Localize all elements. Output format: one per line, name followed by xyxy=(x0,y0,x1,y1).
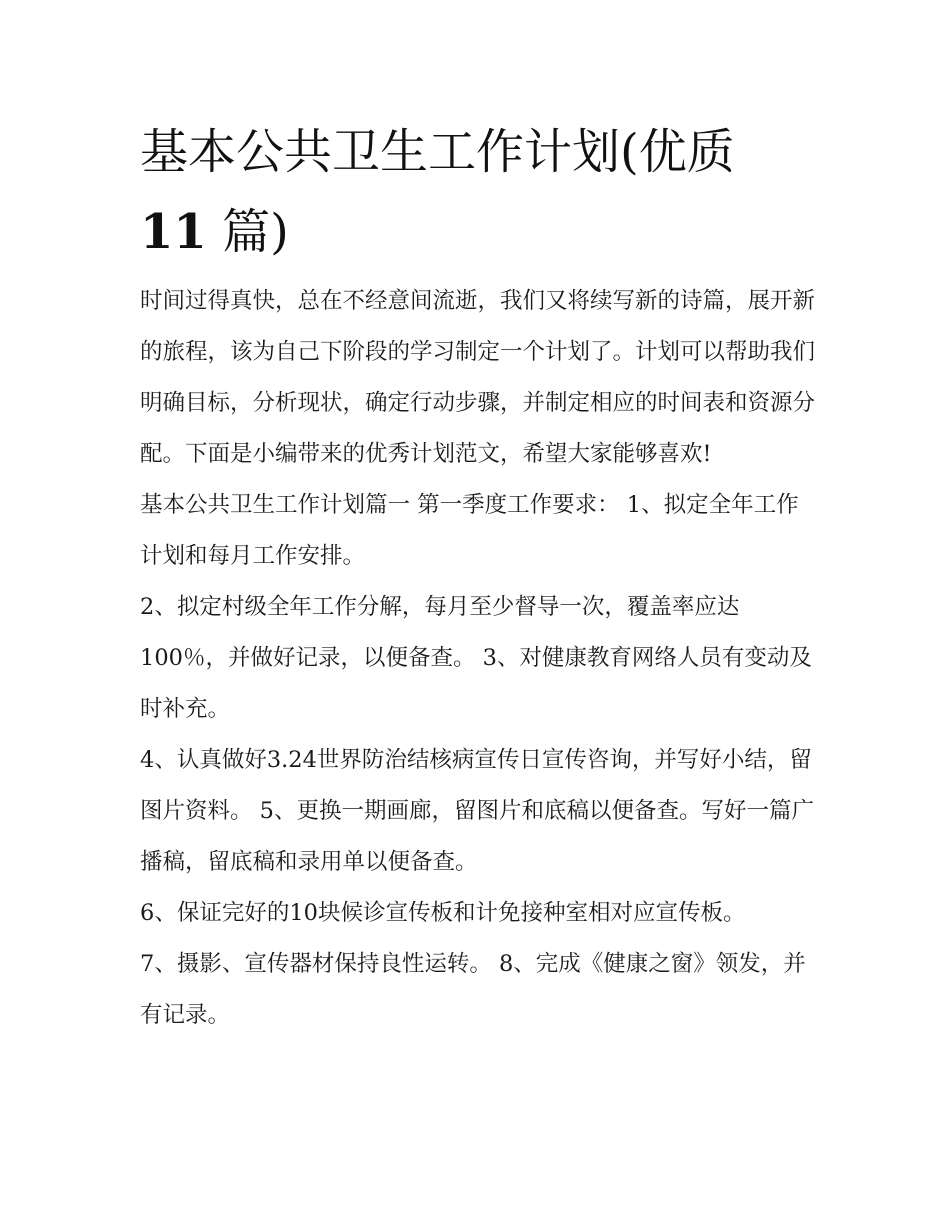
document-title xyxy=(140,112,840,272)
title-number: 11 xyxy=(140,204,207,260)
plan-paragraph-4: 6、保证完好的10块候诊宣传板和计免接种室相对应宣传板。 xyxy=(140,900,746,926)
plan-paragraph-5: 7、摄影、宣传器材保持良性运转。 8、完成《健康之窗》领发，并有记录。 xyxy=(140,951,806,1028)
plan-paragraph-1: 基本公共卫生工作计划篇一 第一季度工作要求： 1、拟定全年工作计划和每月工作安排。 xyxy=(140,492,799,569)
intro-paragraph: 时间过得真快，总在不经意间流逝，我们又将续写新的诗篇，展开新的旅程，该为自己下阶段的学习制定一个计划了。计划可以帮助我们明确目标，分析现状，确定行动步骤，并制定相应的时间表和资源分配。下面是小编带来的优秀计划范文，希望大家能够喜欢! xyxy=(140,288,816,467)
title-line-1: 基本公共卫生工作计划(优质 xyxy=(140,124,735,180)
plan-paragraph-2: 2、拟定村级全年工作分解，每月至少督导一次，覆盖率应达100％，并做好记录，以便备查。 3、对健康教育网络人员有变动及时补充。 xyxy=(140,594,812,722)
plan-paragraph-3: 4、认真做好3.24世界防治结核病宣传日宣传咨询，并写好小结，留图片资料。 5、更换一期画廊，留图片和底稿以便备查。写好一篇广播稿，留底稿和录用单以便备查。 xyxy=(140,747,814,875)
title-line-2: 篇) xyxy=(222,204,289,260)
document-body xyxy=(140,276,820,1041)
